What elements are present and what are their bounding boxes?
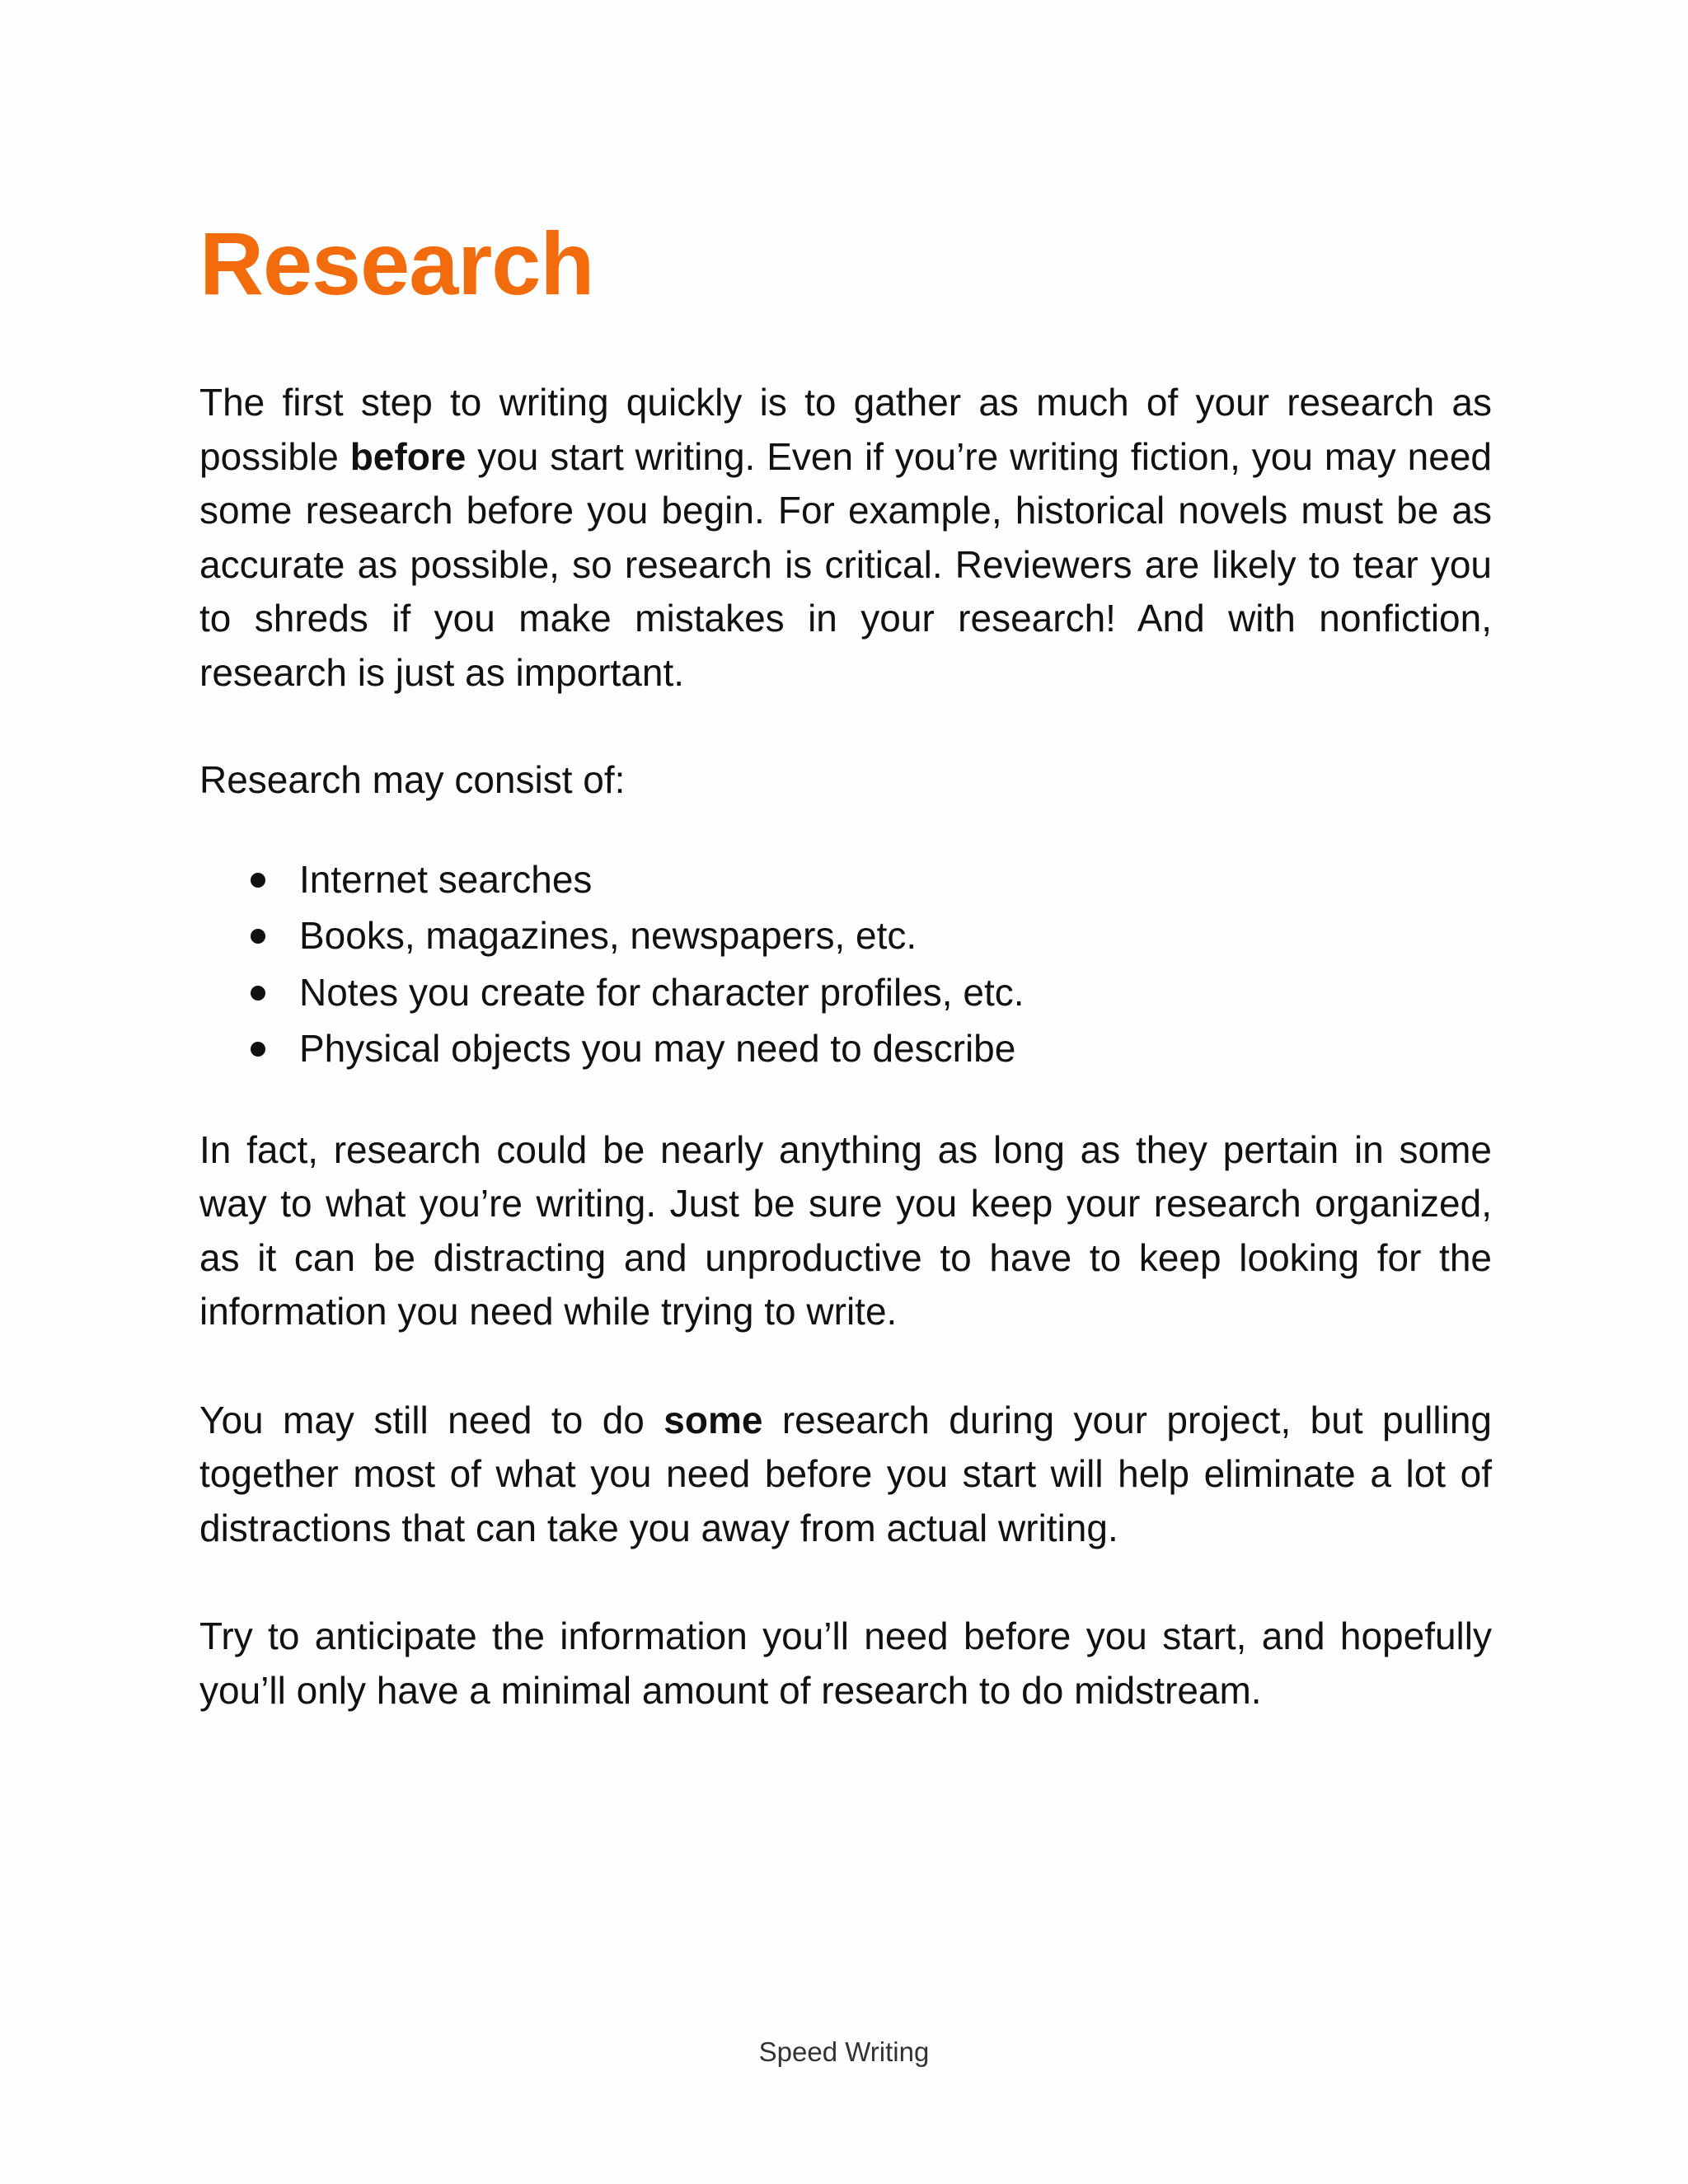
page-title: Research	[199, 213, 594, 313]
list-item-text: Internet searches	[299, 857, 593, 901]
bullet-icon	[251, 1042, 265, 1057]
research-list	[199, 851, 1492, 1077]
intro-text-end: you start writing. Even if you’re writing fiction, you may need some research before you begin. For example, historical novels must be as accurate as possible, so research is critical. Reviewers are likely to tear you to shreds if you make mistakes in your research! And with nonfiction, research is just as important.	[199, 434, 1492, 694]
bullet-icon	[251, 929, 265, 944]
list-item-text: Physical objects you may need to describe	[299, 1027, 1016, 1070]
list-intro-paragraph: Research may consist of:	[199, 758, 626, 801]
page-content	[199, 206, 1492, 1718]
midproject-bold-word: some	[663, 1398, 763, 1441]
body-paragraph-organization: In fact, research could be nearly anything as long as they pertain in some way to what you’re writing. Just be sure you keep your research organized, as it can be distracting and unproductive to have to keep looking for the information you need while trying to write.	[199, 1127, 1492, 1333]
list-item	[199, 964, 1492, 1021]
body-paragraph-midproject	[199, 1394, 1492, 1556]
bullet-icon	[251, 986, 265, 1001]
intro-paragraph	[199, 376, 1492, 700]
intro-text-start: The first step to writing quickly is to gather as much of your research as possible	[199, 381, 1492, 478]
midproject-text-start: You may still need to do	[199, 1398, 664, 1441]
body-paragraph-anticipate: Try to anticipate the information you’ll need before you start, and hopefully you’ll only have a minimal amount of research to do midstream.	[199, 1615, 1492, 1712]
list-item-text: Notes you create for character profiles, etc.	[299, 970, 1025, 1014]
list-item	[199, 851, 1492, 908]
list-item	[199, 907, 1492, 964]
page-footer: Speed Writing	[758, 2036, 930, 2067]
list-item-text: Books, magazines, newspapers, etc.	[299, 914, 917, 957]
list-item	[199, 1020, 1492, 1077]
bullet-icon	[251, 873, 265, 888]
intro-bold-word: before	[349, 434, 467, 478]
midproject-text-end: research during your project, but pulling together most of what you need before you start will help eliminate a lot of distractions that can take you away from actual writing.	[199, 1398, 1493, 1549]
